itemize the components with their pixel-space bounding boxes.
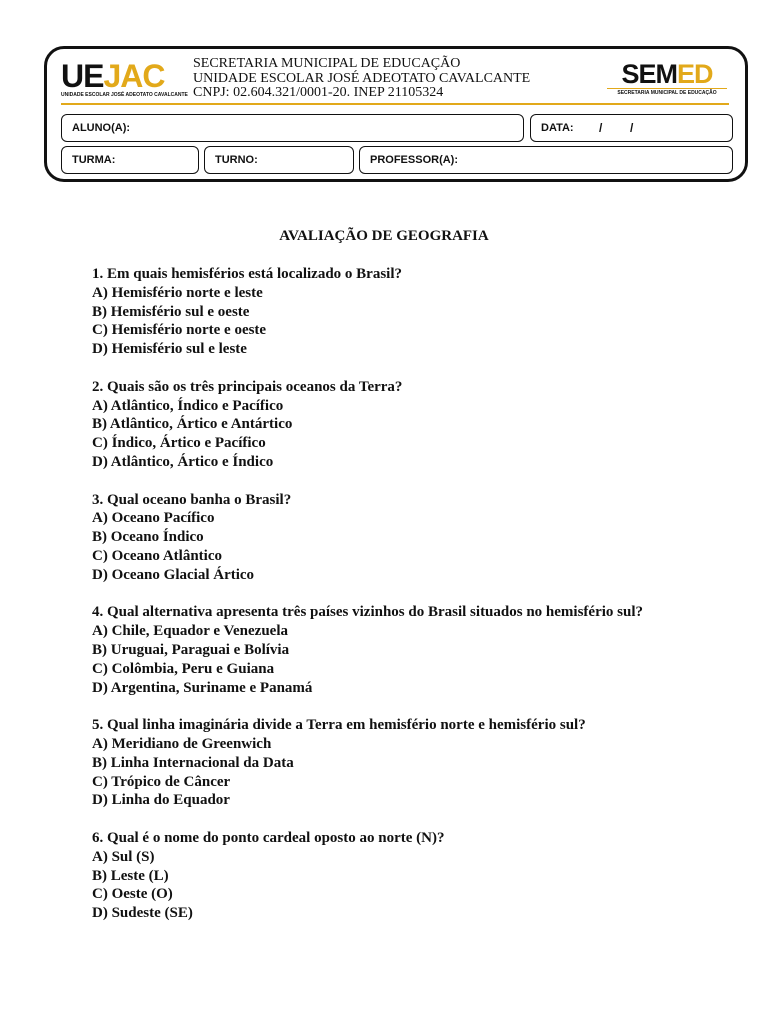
date-separator: / (599, 121, 603, 135)
date-field[interactable] (530, 114, 733, 142)
institution-line: SECRETARIA MUNICIPAL DE EDUCAÇÃO (193, 56, 461, 71)
class-field[interactable] (61, 146, 199, 174)
option-d: D) Hemisfério sul e leste (92, 341, 247, 358)
institution-line: UNIDADE ESCOLAR JOSÉ ADEOTATO CAVALCANTE (193, 70, 531, 86)
option-b: B) Hemisfério sul e oeste (92, 303, 250, 320)
question-3 (92, 491, 722, 585)
uejac-logo: UEJAC UNIDADE ESCOLAR JOSÉ ADEOTATO CAVALCANTE (61, 58, 188, 98)
institution-line: CNPJ: 02.604.321/0001-20. INEP 21105324 (193, 85, 444, 100)
date-label: DATA: (541, 122, 574, 134)
class-label: TURMA: (72, 154, 116, 166)
option-d: D) Sudeste (SE) (92, 905, 193, 922)
option-c: C) Colômbia, Peru e Guiana (92, 660, 275, 677)
exam-title: AVALIAÇÃO DE GEOGRAFIA (279, 228, 489, 244)
header-frame (44, 46, 748, 182)
question-5 (92, 716, 722, 810)
option-b: B) Linha Internacional da Data (92, 754, 294, 771)
option-a: A) Chile, Equador e Venezuela (92, 623, 288, 640)
option-c: C) Índico, Ártico e Pacífico (92, 435, 266, 452)
semed-logo-subtitle: SECRETARIA MUNICIPAL DE EDUCAÇÃO (607, 88, 727, 96)
option-d: D) Linha do Equador (92, 792, 230, 809)
header-divider (61, 103, 729, 105)
question-text: 5. Qual linha imaginária divide a Terra em hemisfério norte e hemisfério sul? (92, 717, 586, 734)
option-d: D) Argentina, Suriname e Panamá (92, 679, 313, 696)
question-4 (92, 603, 722, 697)
student-name-label: ALUNO(A): (72, 122, 131, 134)
question-text: 3. Qual oceano banha o Brasil? (92, 491, 292, 508)
option-c: C) Trópico de Câncer (92, 773, 231, 790)
option-c: C) Hemisfério norte e oeste (92, 322, 267, 339)
option-a: A) Sul (S) (92, 848, 155, 865)
exam-questions (92, 265, 722, 942)
option-c: C) Oceano Atlântico (92, 547, 222, 564)
question-text: 4. Qual alternativa apresenta três países vizinhos do Brasil situados no hemisfério sul? (92, 604, 644, 621)
question-text: 1. Em quais hemisférios está localizado o Brasil? (92, 266, 402, 282)
option-a: A) Oceano Pacífico (92, 510, 215, 527)
institution-info (193, 57, 530, 101)
option-b: B) Atlântico, Ártico e Antártico (92, 416, 293, 433)
option-a: A) Meridiano de Greenwich (92, 735, 272, 752)
option-b: B) Uruguai, Paraguai e Bolívia (92, 641, 290, 658)
option-a: A) Atlântico, Índico e Pacífico (92, 397, 284, 414)
option-d: D) Oceano Glacial Ártico (92, 566, 255, 583)
uejac-logo-subtitle: UNIDADE ESCOLAR JOSÉ ADEOTATO CAVALCANTE (61, 92, 188, 98)
question-text: 6. Qual é o nome do ponto cardeal oposto ao norte (N)? (92, 829, 445, 846)
option-a: A) Hemisfério norte e leste (92, 284, 263, 301)
question-2 (92, 378, 722, 472)
option-b: B) Leste (L) (92, 867, 169, 884)
option-b: B) Oceano Índico (92, 529, 204, 546)
option-c: C) Oeste (O) (92, 886, 173, 903)
semed-logo: SEMED SECRETARIA MUNICIPAL DE EDUCAÇÃO (607, 61, 727, 96)
date-separator: / (630, 121, 634, 135)
shift-field[interactable] (204, 146, 354, 174)
question-1 (92, 265, 722, 359)
teacher-label: PROFESSOR(A): (370, 154, 458, 166)
question-text: 2. Quais são os três principais oceanos da Terra? (92, 378, 403, 395)
shift-label: TURNO: (215, 154, 258, 166)
question-6 (92, 829, 722, 923)
student-name-field[interactable] (61, 114, 524, 142)
option-d: D) Atlântico, Ártico e Índico (92, 453, 274, 470)
teacher-field[interactable] (359, 146, 733, 174)
